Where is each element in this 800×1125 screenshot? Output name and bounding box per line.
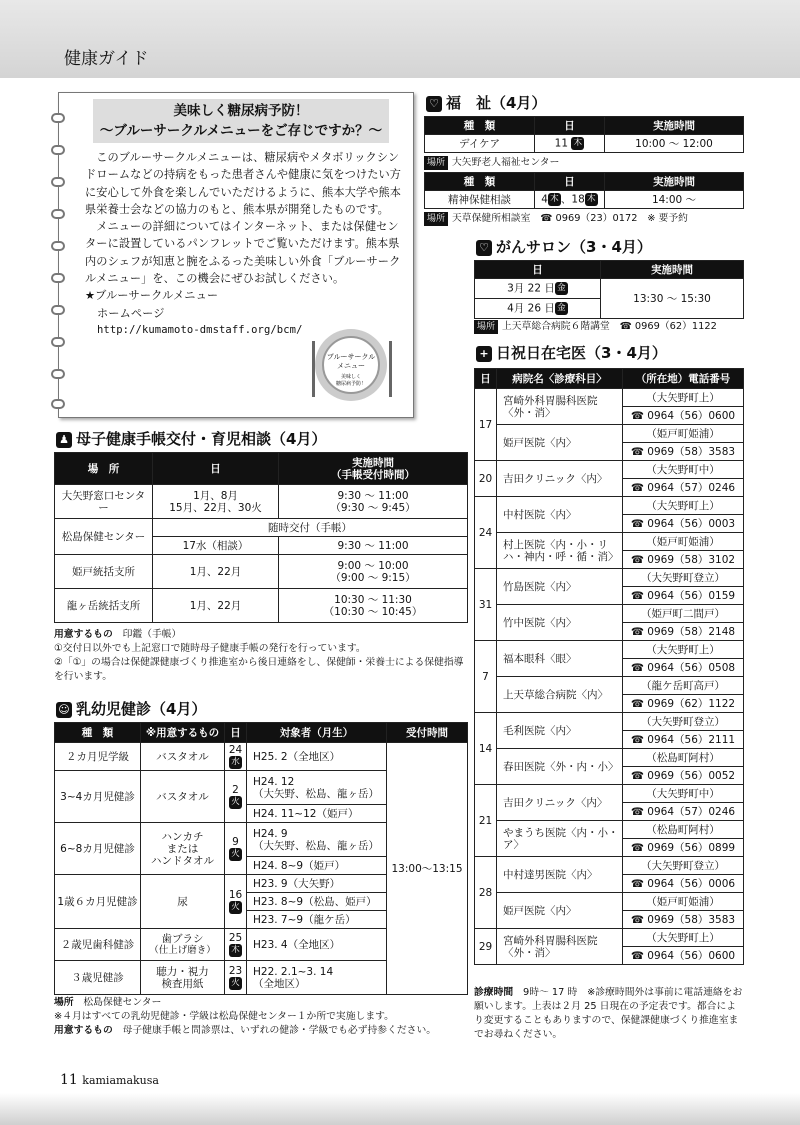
hospital-cell: やまうち医院〈内・小・ア〉 — [497, 821, 623, 857]
table-row — [475, 893, 744, 911]
ring-icon — [51, 369, 65, 379]
table-row — [475, 785, 744, 803]
hospital-cell: 宮崎外科胃腸科医院〈外・消〉 — [497, 389, 623, 425]
address-cell: （姫戸町姫浦） — [623, 425, 744, 443]
phone-cell: ☎ 0964（56）2111 — [623, 731, 744, 749]
address-cell: （大矢野町登立） — [623, 569, 744, 587]
hospital-cell: 宮崎外科胃腸科医院〈外・消〉 — [497, 929, 623, 965]
note-label: 用意するもの — [54, 1025, 113, 1036]
svg-text:ブルーサークル: ブルーサークル — [326, 353, 376, 361]
note-line: 母子健康手帳と問診票は、いずれの健診・学級でも必ず持参ください。 — [122, 1025, 437, 1036]
table-row — [475, 605, 744, 623]
blue-circle-memo — [58, 92, 414, 418]
phone-cell: ☎ 0969（58）3583 — [623, 443, 744, 461]
kind-cell: ３歳児健診 — [55, 961, 141, 995]
time-cell: 13:30 ～ 15:30 — [601, 279, 744, 319]
place-cell: 大矢野窓口センター — [55, 485, 153, 519]
table-row — [475, 929, 744, 947]
target-cell: H24. 8~9（姫戸） — [247, 857, 387, 875]
phone-cell: ☎ 0969（58）3583 — [623, 911, 744, 929]
phone-cell: ☎ 0969（58）3102 — [623, 551, 744, 569]
kyu-table — [474, 368, 744, 965]
address-cell: （大矢野町登立） — [623, 713, 744, 731]
time-cell: 14:00 ～ — [605, 191, 744, 209]
day-cell: 16火 — [225, 875, 247, 929]
target-cell: H23. 9（大矢野） — [247, 875, 387, 893]
target-cell: H22. 2.1~3. 14 （全地区） — [247, 961, 387, 995]
nyu-title: 乳幼児健診（4月） — [76, 700, 207, 718]
address-cell: （大矢野町上） — [623, 929, 744, 947]
table-row — [475, 533, 744, 551]
item-cell: 尿 — [141, 875, 225, 929]
note-label: 場所 — [424, 156, 448, 170]
phone-cell: ☎ 0964（56）0159 — [623, 587, 744, 605]
note-label: 場所 — [474, 320, 498, 334]
note-item: 天草保健所相談室 — [452, 213, 531, 224]
col-header: 日 — [475, 261, 601, 279]
time-cell: 10:30 ～ 11:30 （10:30 ～ 10:45） — [279, 589, 468, 623]
memo-link-label: ★ブルーサークルメニュー — [85, 289, 219, 303]
col-header: 実施時間 — [605, 117, 744, 135]
boshi-table — [54, 452, 468, 623]
address-cell: （姫戸町姫浦） — [623, 893, 744, 911]
col-header: 実施時間 — [601, 261, 744, 279]
page-footer — [60, 1072, 159, 1088]
day-cell: 25木 — [225, 929, 247, 961]
day-cell: 31 — [475, 569, 497, 641]
svg-text:美味しく: 美味しく — [340, 374, 362, 380]
time-cell: 13:00～13:15 — [387, 743, 468, 995]
day-cell: 14 — [475, 713, 497, 785]
page-number: 11 — [60, 1072, 78, 1088]
phone-cell: ☎ 0969（62）1122 — [623, 695, 744, 713]
day-cell: 29 — [475, 929, 497, 965]
phone-cell: ☎ 0969（56）0899 — [623, 839, 744, 857]
address-cell: （大矢野町中） — [623, 461, 744, 479]
phone-cell: ☎ 0969（56）0052 — [623, 767, 744, 785]
note-label: 診療時間 — [474, 987, 514, 998]
time-cell: 10:00 ～ 12:00 — [605, 135, 744, 153]
date-cell: 随時交付（手帳） — [153, 519, 468, 537]
phone-cell: ☎ 0964（56）0600 — [623, 947, 744, 965]
memo-title-line1: 美味しく糖尿病予防！ — [173, 103, 309, 119]
day-cell: 9火 — [225, 823, 247, 875]
phone-cell: ☎ 0964（57）0246 — [623, 479, 744, 497]
target-cell: H25. 2（全地区） — [247, 743, 387, 771]
table-row — [475, 677, 744, 695]
fukushi-section-title — [426, 92, 546, 113]
day-cell: 7 — [475, 641, 497, 713]
target-cell: H23. 8~9（松島、姫戸） — [247, 893, 387, 911]
date-cell: 1月、8月 15月、22月、30火 — [153, 485, 279, 519]
day-cell: 20 — [475, 461, 497, 497]
target-cell: H24. 12 （大矢野、松島、龍ヶ岳） — [247, 771, 387, 805]
day-cell: 23火 — [225, 961, 247, 995]
kind-cell: 1歳６カ月児健診 — [55, 875, 141, 929]
item-cell: バスタオル — [141, 743, 225, 771]
mother-child-icon: ♟ — [56, 432, 72, 448]
note-line: ②「①」の場合は保健課健康づくり推進室から後日連絡をし、保健師・栄養士による保健指導を行います。 — [54, 657, 464, 682]
table-row — [475, 461, 744, 479]
table-row — [475, 497, 744, 515]
day-cell: 11 木 — [535, 135, 605, 153]
address-cell: （大矢野町上） — [623, 389, 744, 407]
nyu-notes — [54, 996, 474, 1038]
note-line: ①交付日以外でも上記窓口で随時母子健康手帳の発行を行っています。 — [54, 643, 366, 654]
day-cell: 21 — [475, 785, 497, 857]
col-header: ※用意するもの — [141, 723, 225, 743]
address-cell: （大矢野町中） — [623, 785, 744, 803]
date-cell: 1月、22月 — [153, 555, 279, 589]
note-label: 場所 — [54, 997, 74, 1008]
table-row — [475, 425, 744, 443]
memo-url[interactable]: http://kumamoto-dmstaff.org/bcm/ — [97, 323, 303, 336]
gan-table — [474, 260, 744, 319]
fukushi-title: 福 祉（4月） — [446, 94, 547, 112]
hospital-cell: 春田医院〈外・内・小〉 — [497, 749, 623, 785]
boshi-notes — [54, 628, 468, 684]
ring-icon — [51, 305, 65, 315]
place-cell: 姫戸統括支所 — [55, 555, 153, 589]
ring-icon — [51, 145, 65, 155]
col-header: 日 — [535, 173, 605, 191]
hospital-cell: 中村医院〈内〉 — [497, 497, 623, 533]
page-title: 健康ガイド — [64, 49, 149, 69]
kyu-notes — [474, 986, 744, 1042]
item-cell: バスタオル — [141, 771, 225, 823]
svg-text:糖尿病予防！: 糖尿病予防！ — [335, 381, 367, 387]
address-cell: （松島町阿村） — [623, 749, 744, 767]
col-header: （所在地）電話番号 — [623, 369, 744, 389]
ring-icon — [51, 399, 65, 409]
hospital-cell: 福本眼科〈眼〉 — [497, 641, 623, 677]
table-row — [475, 857, 744, 875]
note-label: 場所 — [424, 212, 448, 226]
date-cell: 3月 22 日 金 — [475, 279, 601, 299]
heart-icon: ♡ — [426, 96, 442, 112]
item-cell: 歯ブラシ （仕上げ磨き） — [141, 929, 225, 961]
phone-cell: ☎ 0964（56）0508 — [623, 659, 744, 677]
address-cell: （龍ケ岳町高戸） — [623, 677, 744, 695]
phone-cell: ☎ 0969（58）2148 — [623, 623, 744, 641]
fukushi-place-2 — [424, 212, 688, 226]
footer-bar — [0, 1093, 800, 1125]
ring-icon — [51, 113, 65, 123]
day-cell: 24水 — [225, 743, 247, 771]
col-header: 対象者（月生） — [247, 723, 387, 743]
note-line: ※４月はすべての乳幼児健診・学級は松島保健センター１か所で実施します。 — [54, 1011, 394, 1022]
kind-cell: ２歳児歯科健診 — [55, 929, 141, 961]
day-cell: 28 — [475, 857, 497, 929]
note-label: 用意するもの — [54, 629, 113, 640]
phone-text: ☎ 0969（23）0172 — [540, 213, 638, 224]
site-name: kamiamakusa — [82, 1074, 159, 1087]
address-cell: （大矢野町上） — [623, 641, 744, 659]
date-cell: 17水（相談） — [153, 537, 279, 555]
gan-section-title — [476, 236, 652, 257]
baby-icon: ☺ — [56, 702, 72, 718]
phone-cell: ☎ 0964（56）0003 — [623, 515, 744, 533]
note-item: 印鑑（手帳） — [122, 629, 182, 640]
ring-icon — [51, 241, 65, 251]
time-cell: 9:30 ～ 11:00 — [279, 537, 468, 555]
address-cell: （大矢野町登立） — [623, 857, 744, 875]
day-cell: 4 木 、18 木 — [535, 191, 605, 209]
boshi-section-title — [56, 428, 326, 449]
col-header: 日 — [535, 117, 605, 135]
ring-icon — [51, 209, 65, 219]
target-cell: H24. 11~12（姫戸） — [247, 805, 387, 823]
fukushi-place-1 — [424, 156, 559, 170]
table-row — [475, 641, 744, 659]
table-row — [475, 821, 744, 839]
day-cell: 24 — [475, 497, 497, 569]
hospital-cell: 上天草総合病院〈内〉 — [497, 677, 623, 713]
note-item: 松島保健センター — [83, 997, 162, 1008]
day-cell: 17 — [475, 389, 497, 461]
phone-cell: ☎ 0964（56）0006 — [623, 875, 744, 893]
memo-title-line2: ～ブルーサークルメニューをご存じですか？～ — [99, 123, 383, 139]
hospital-cell: 毛利医院〈内〉 — [497, 713, 623, 749]
memo-title — [93, 99, 389, 143]
kyu-section-title — [476, 342, 667, 363]
col-header: 実施時間 （手帳受付時間） — [279, 453, 468, 485]
heart-icon: ♡ — [476, 240, 492, 256]
nyu-table — [54, 722, 468, 995]
place-cell: 龍ヶ岳統括支所 — [55, 589, 153, 623]
note-item: 上天草総合病院６階講堂 — [502, 321, 610, 332]
table-row — [475, 569, 744, 587]
time-cell: 9:00 ～ 10:00 （9:00 ～ 9:15） — [279, 555, 468, 589]
gan-title: がんサロン（3・4月） — [496, 238, 652, 256]
medical-cross-icon: + — [476, 346, 492, 362]
col-header: 種 類 — [55, 723, 141, 743]
col-header: 日 — [225, 723, 247, 743]
fukushi-table-1 — [424, 116, 744, 153]
memo-body — [85, 149, 407, 339]
kind-cell: 精神保健相談 — [425, 191, 535, 209]
hospital-cell: 中村達男医院〈内〉 — [497, 857, 623, 893]
hospital-cell: 吉田クリニック〈内〉 — [497, 461, 623, 497]
day-cell: 2火 — [225, 771, 247, 823]
hospital-cell: 吉田クリニック〈内〉 — [497, 785, 623, 821]
ring-icon — [51, 337, 65, 347]
note-line: 9時～ 17 時 ※診療時間外は事前に電話連絡をお願いします。上表は２月 25 日現在の予定表です。都合により変更することもありますので、保健課健康づくり推進室までお尋ねください。 — [474, 987, 743, 1040]
kind-cell: デイケア — [425, 135, 535, 153]
blue-circle-logo-icon — [311, 321, 399, 409]
phone-cell: ☎ 0964（56）0600 — [623, 407, 744, 425]
hospital-cell: 竹中医院〈内〉 — [497, 605, 623, 641]
memo-hp: ホームページ — [97, 306, 165, 320]
address-cell: （大矢野町上） — [623, 497, 744, 515]
date-cell: 1月、22月 — [153, 589, 279, 623]
col-header: 種 類 — [425, 117, 535, 135]
col-header: 実施時間 — [605, 173, 744, 191]
col-header: 種 類 — [425, 173, 535, 191]
hospital-cell: 村上医院〈内・小・リハ・神内・呼・循・消〉 — [497, 533, 623, 569]
kind-cell: ２カ月児学級 — [55, 743, 141, 771]
ring-icon — [51, 273, 65, 283]
address-cell: （松島町阿村） — [623, 821, 744, 839]
note-item: ※ 要予約 — [647, 213, 688, 224]
address-cell: （姫戸町姫浦） — [623, 533, 744, 551]
target-cell: H24. 9 （大矢野、松島、龍ヶ岳） — [247, 823, 387, 857]
place-cell: 松島保健センター — [55, 519, 153, 555]
phone-cell: ☎ 0964（57）0246 — [623, 803, 744, 821]
kyu-title: 日祝日在宅医（3・4月） — [496, 344, 667, 362]
table-row — [475, 713, 744, 731]
target-cell: H23. 7~9（龍ケ岳） — [247, 911, 387, 929]
nyu-section-title — [56, 698, 206, 719]
kind-cell: 6~8カ月児健診 — [55, 823, 141, 875]
hospital-cell: 姫戸医院〈内〉 — [497, 893, 623, 929]
col-header: 場 所 — [55, 453, 153, 485]
table-row — [475, 749, 744, 767]
col-header: 病院名〈診療科目〉 — [497, 369, 623, 389]
col-header: 日 — [153, 453, 279, 485]
time-cell: 9:30 ～ 11:00 （9:30 ～ 9:45） — [279, 485, 468, 519]
hospital-cell: 姫戸医院〈内〉 — [497, 425, 623, 461]
phone-text: ☎ 0969（62）1122 — [619, 321, 717, 332]
target-cell: H23. 4（全地区） — [247, 929, 387, 961]
ring-icon — [51, 177, 65, 187]
fukushi-table-2 — [424, 172, 744, 209]
memo-paragraph: メニューの詳細についてはインターネット、または保健センターに設置しているパンフレットでご覧いただけます。熊本県内のシェフが知恵と腕をふるった美味しい外食「ブルーサークルメニュー」を、この機会にぜひお試しください。 — [85, 220, 401, 286]
boshi-title: 母子健康手帳交付・育児相談（4月） — [76, 430, 327, 448]
hospital-cell: 竹島医院〈内〉 — [497, 569, 623, 605]
item-cell: ハンカチ または ハンドタオル — [141, 823, 225, 875]
kind-cell: 3~4カ月児健診 — [55, 771, 141, 823]
gan-place — [474, 320, 717, 334]
col-header: 受付時間 — [387, 723, 468, 743]
memo-paragraph: このブルーサークルメニューは、糖尿病やメタボリックシンドロームなどの持病をもった患者さんや健康に気をつけたい方に安心して外食を楽しんでいただけるように、熊本大学や熊本県栄養士会などの協力のもと、熊本県が開発したものです。 — [85, 151, 402, 216]
page-header — [0, 0, 800, 78]
table-row — [475, 389, 744, 407]
item-cell: 聴力・視力 検査用紙 — [141, 961, 225, 995]
col-header: 日 — [475, 369, 497, 389]
svg-text:メニュー: メニュー — [337, 362, 365, 370]
address-cell: （姫戸町二間戸） — [623, 605, 744, 623]
date-cell: 4月 26 日 金 — [475, 299, 601, 319]
note-item: 大矢野老人福祉センター — [452, 157, 560, 168]
